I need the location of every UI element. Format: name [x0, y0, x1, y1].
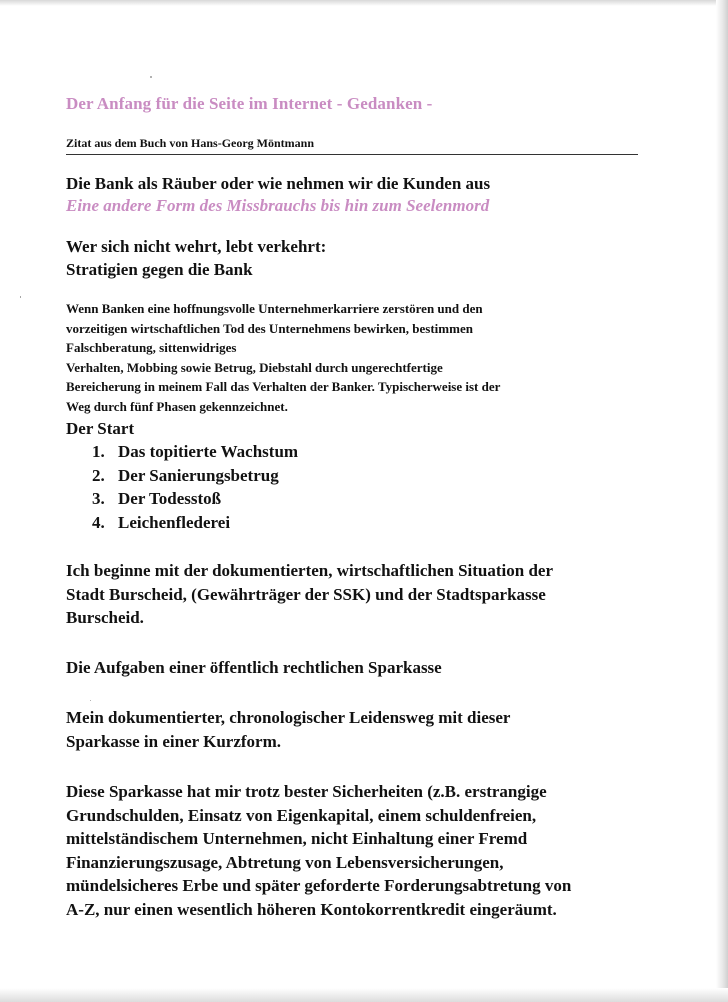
list-label: Leichenflederei: [118, 512, 231, 532]
intro-line: Wenn Banken eine hoffnungsvolle Unternehmerkarriere zerstören und den: [66, 301, 483, 316]
headline-subtitle: Eine andere Form des Missbrauchs bis hin zum Seelenmord: [66, 196, 490, 215]
scan-edge-right: [716, 0, 728, 1002]
phase-list: [66, 440, 646, 534]
headline-main: Die Bank als Räuber oder wie nehmen wir die Kunden aus: [66, 174, 491, 193]
intro-line: vorzeitigen wirtschaftlichen Tod des Unternehmens bewirken, bestimmen: [66, 320, 473, 336]
paragraph-chronology: [66, 706, 646, 753]
paragraph-line: Stadt Burscheid, (Gewährträger der SSK) und der Stadtsparkasse: [66, 584, 546, 604]
intro-line: Verhalten, Mobbing sowie Betrug, Diebstahl durch ungerechtfertige: [66, 359, 443, 375]
list-item: [92, 487, 646, 511]
paragraph-line: A-Z, nur einen wesentlich höheren Kontokorrentkredit eingeräumt.: [66, 899, 557, 919]
paragraph-tasks: [66, 656, 646, 680]
scan-speck: [20, 296, 21, 298]
paragraph-securities: [66, 780, 646, 921]
paragraph-line: mündelsicheres Erbe und später geforderte Forderungsabtretung von: [66, 876, 572, 895]
page-title: Der Anfang für die Seite im Internet - Gedanken -: [66, 94, 433, 113]
paragraph-line: Sparkasse in einer Kurzform.: [66, 731, 282, 751]
list-label: Das topitierte Wachstum: [118, 442, 299, 461]
paragraph-line: Mein dokumentierter, chronologischer Leidensweg mit dieser: [66, 708, 511, 727]
paragraph-line: Diese Sparkasse hat mir trotz bester Sicherheiten (z.B. erstrangige: [66, 782, 547, 801]
scan-edge-bottom: [0, 988, 728, 1002]
paragraph-line: mittelständischem Unternehmen, nicht Einhaltung einer Fremd: [66, 829, 528, 848]
paragraph-line: Finanzierungszusage, Abtretung von Lebensversicherungen,: [66, 852, 504, 872]
motto-line: Wer sich nicht wehrt, lebt verkehrt:: [66, 237, 327, 256]
paragraph-line: Burscheid.: [66, 608, 144, 627]
paragraph-situation: [66, 559, 646, 630]
list-item: [92, 440, 646, 464]
intro-line: Falschberatung, sittenwidriges: [66, 340, 237, 355]
paragraph-line: Grundschulden, Einsatz von Eigenkapital, einem schuldenfreien,: [66, 805, 537, 825]
list-item: [92, 464, 646, 488]
section-start-title: Der Start: [66, 419, 135, 438]
list-number: 4.: [92, 512, 105, 532]
document-page: [66, 94, 646, 921]
list-label: Der Sanierungsbetrug: [118, 465, 279, 485]
list-label: Der Todesstoß: [118, 489, 222, 508]
list-number: 2.: [92, 465, 105, 485]
list-number: 3.: [92, 489, 105, 508]
paragraph-line: Die Aufgaben einer öffentlich rechtlichen Sparkasse: [66, 657, 442, 677]
scan-edge-top: [0, 0, 728, 6]
scan-speck: [150, 76, 152, 78]
quote-source: Zitat aus dem Buch von Hans-Georg Möntmann: [66, 136, 638, 155]
intro-line: Bereicherung in meinem Fall das Verhalten der Banker. Typischerweise ist der: [66, 379, 501, 394]
motto-line: Stratigien gegen die Bank: [66, 260, 253, 279]
intro-paragraph: [66, 299, 646, 416]
intro-line: Weg durch fünf Phasen gekennzeichnet.: [66, 398, 288, 414]
paragraph-line: Ich beginne mit der dokumentierten, wirtschaftlichen Situation der: [66, 561, 554, 580]
list-number: 1.: [92, 442, 105, 461]
list-item: [92, 511, 646, 535]
motto-block: [66, 235, 646, 281]
